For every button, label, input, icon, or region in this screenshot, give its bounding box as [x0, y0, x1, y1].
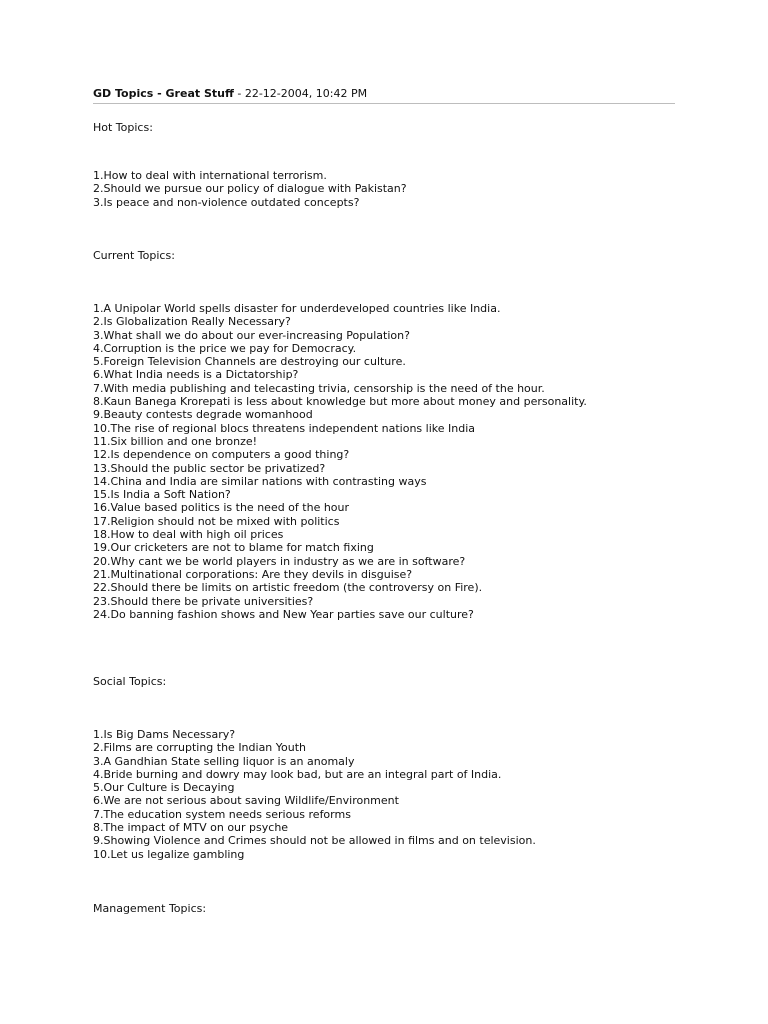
list-item: 8.Kaun Banega Krorepati is less about knowledge but more about money and personality. [93, 395, 587, 409]
hot-topics-heading: Hot Topics: [93, 121, 153, 134]
list-item: 2.Films are corrupting the Indian Youth [93, 741, 307, 755]
list-item: 3.What shall we do about our ever-increasing Population? [93, 328, 410, 342]
list-item: 9.Beauty contests degrade womanhood [93, 408, 313, 422]
list-item: 7.With media publishing and telecasting trivia, censorship is the need of the hour. [93, 381, 545, 395]
hot-topics-list [93, 169, 407, 209]
current-topics-heading: Current Topics: [93, 249, 175, 262]
social-topics-heading: Social Topics: [93, 675, 167, 688]
list-item: 5.Our Culture is Decaying [93, 781, 235, 795]
list-item: 4.Bride burning and dowry may look bad, but are an integral part of India. [93, 767, 502, 781]
post-header [93, 87, 675, 104]
list-item: 21.Multinational corporations: Are they devils in disguise? [93, 567, 413, 581]
list-item: 9.Showing Violence and Crimes should not be allowed in films and on television. [93, 834, 536, 848]
list-item: 16.Value based politics is the need of the hour [93, 501, 350, 515]
post-title: GD Topics - Great Stuff [93, 87, 234, 100]
list-item: 2.Should we pursue our policy of dialogue with Pakistan? [93, 182, 407, 196]
list-item: 19.Our cricketers are not to blame for match fixing [93, 541, 374, 555]
list-item: 5.Foreign Television Channels are destroying our culture. [93, 355, 406, 369]
list-item: 6.What India needs is a Dictatorship? [93, 368, 299, 382]
list-item: 12.Is dependence on computers a good thing? [93, 448, 350, 462]
list-item: 17.Religion should not be mixed with politics [93, 514, 340, 528]
list-item: 15.Is India a Soft Nation? [93, 488, 231, 502]
list-item: 10.The rise of regional blocs threatens independent nations like India [93, 421, 475, 435]
list-item: 4.Corruption is the price we pay for Democracy. [93, 341, 357, 355]
post-meta: - 22-12-2004, 10:42 PM [233, 87, 368, 100]
list-item: 3.A Gandhian State selling liquor is an anomaly [93, 754, 355, 768]
management-topics-heading: Management Topics: [93, 902, 207, 915]
list-item: 23.Should there be private universities? [93, 594, 314, 608]
list-item: 1.A Unipolar World spells disaster for underdeveloped countries like India. [93, 302, 501, 315]
list-item: 6.We are not serious about saving Wildlife/Environment [93, 794, 399, 808]
list-item: 24.Do banning fashion shows and New Year parties save our culture? [93, 607, 474, 621]
current-topics-list [93, 302, 587, 621]
list-item: 3.Is peace and non-violence outdated concepts? [93, 195, 360, 209]
list-item: 7.The education system needs serious reforms [93, 807, 351, 821]
list-item: 13.Should the public sector be privatized? [93, 461, 326, 475]
list-item: 11.Six billion and one bronze! [93, 434, 258, 448]
list-item: 18.How to deal with high oil prices [93, 528, 284, 542]
list-item: 14.China and India are similar nations with contrasting ways [93, 474, 427, 488]
social-topics-list [93, 728, 536, 861]
list-item: 8.The impact of MTV on our psyche [93, 821, 289, 835]
list-item: 10.Let us legalize gambling [93, 847, 245, 861]
list-item: 20.Why cant we be world players in industry as we are in software? [93, 554, 466, 568]
list-item: 22.Should there be limits on artistic freedom (the controversy on Fire). [93, 581, 483, 595]
list-item: 1.How to deal with international terrorism. [93, 169, 327, 182]
list-item: 2.Is Globalization Really Necessary? [93, 315, 291, 329]
list-item: 1.Is Big Dams Necessary? [93, 728, 236, 741]
